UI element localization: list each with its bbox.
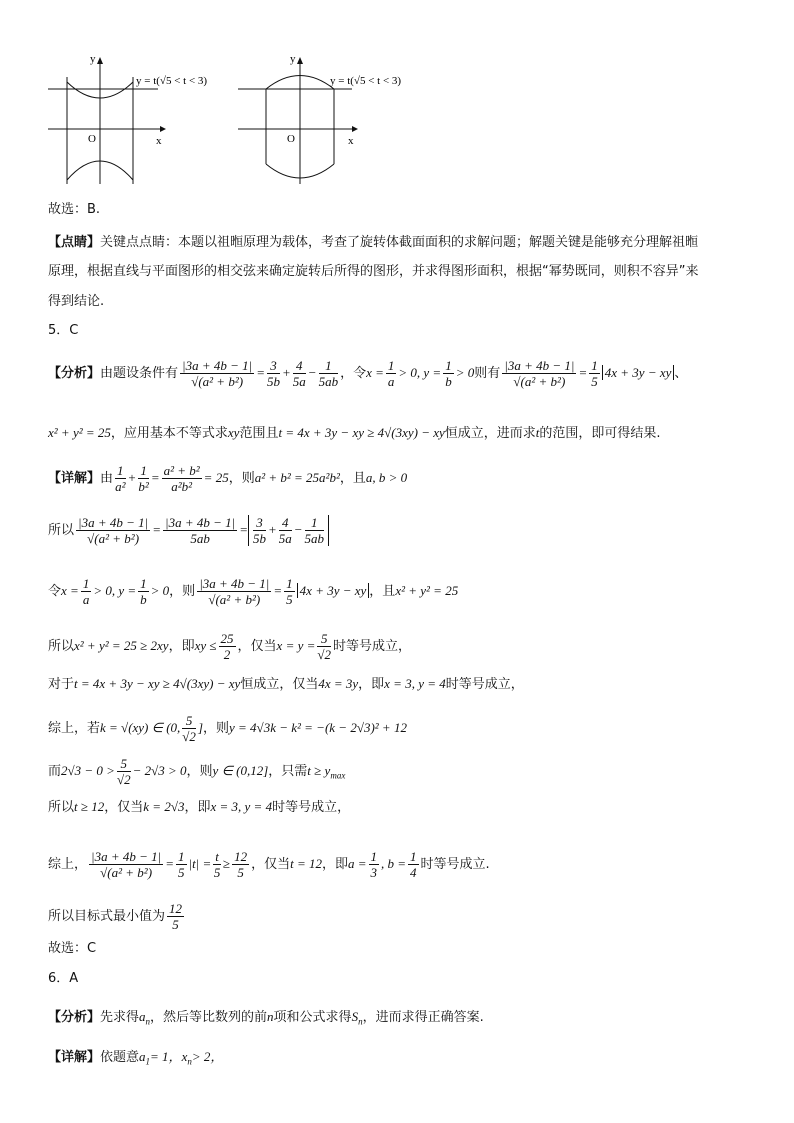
y-label-left: y (90, 53, 96, 65)
q5-detail-line-9: 综上， $\frac{|3a + 4b - 1|}{\text{√(a² + b²)}}$ = $\frac{1}{5}$ |t| = $\frac{t}{5}$ ≥ $\frac{12}{5}$ ，仅当t = 12，即a = $\frac{1}{3}$ , b = $\frac{1}{4}$ 时等号成立. (48, 849, 490, 880)
figure-right (230, 52, 440, 192)
x-label-left: x (156, 135, 162, 147)
q4-answer: 故选：B. (48, 202, 101, 217)
q5-detail-line-3: 令x = $\frac{1}{a}$ > 0, y = $\frac{1}{b}$ > 0，则 $\frac{|3a + 4b - 1|}{\text{√(a² + b²)}}$ = $\frac{1}{5}$ 4x + 3y − xy ，且x² + y² = 25 (48, 576, 459, 607)
origin-label-right: O (287, 133, 295, 145)
q5-answer: 故选：C (48, 941, 97, 956)
q5-detail-line-7: 而2√3 − 0 > $\frac{5}{√2}$ − 2√3 > 0，则y ∈ (0,12]，只需$t \ge y_{max}$ (48, 756, 346, 787)
q4-comment-line-3: 得到结论. (48, 294, 105, 309)
q5-detail-line-8: 所以t ≥ 12，仅当k = 2√3，即x = 3, y = 4时等号成立， (48, 799, 351, 815)
y-label-right: y (290, 53, 296, 65)
q6-heading: 6．A (48, 971, 79, 986)
q5-detail-line-10: 所以目标式最小值为 $\frac{12}{5}$ (48, 901, 183, 932)
q5-detail-line-1: 【详解】由 $\frac{1}{\text{a²}}$ + $\frac{1}{\text{b²}}$ = $\frac{\text{a² + b²}}{\text{a²b²}}$ = 25，则a² + b² = 25a²b²，且a, b > 0 (48, 463, 408, 494)
q5-detail-line-4: 所以x² + y² = 25 ≥ 2xy，即xy ≤ $\frac{25}{2}$ ，仅当x = y = $\frac{5}{√2}$ 时等号成立， (48, 631, 412, 662)
line-label-left: y = t(√5 < t < 3) (136, 75, 208, 87)
line-label-right: y = t(√5 < t < 3) (330, 75, 402, 87)
q5-analysis-line-1: 【分析】由题设条件有 $\frac{|3a + 4b - 1|}{\text{√(a² + b²)}}$ = $\frac{3}{5b}$ + $\frac{4}{5a}$ − $\frac{1}{5ab}$ ，令x = $\frac{1}{a}$ > 0, y = $\frac{1}{b}$ > 0则有 $\frac{|3a + 4b - 1|}{\text{√(a² + b²)}}$ = $\frac{1}{5}$ 4x + 3y − xy 、 (48, 358, 688, 389)
q5-detail-line-5: 对于t = 4x + 3y − xy ≥ 4√(3xy) − xy恒成立，仅当4x = 3y，即x = 3, y = 4时等号成立， (48, 676, 524, 692)
q5-analysis-line-2: x² + y² = 25，应用基本不等式求xy范围且t = 4x + 3y − xy ≥ 4√(3xy) − xy恒成立，进而求t的范围，即可得结果. (48, 425, 661, 441)
q5-heading: 5．C (48, 323, 79, 338)
origin-label-left: O (88, 133, 96, 145)
x-label-right: x (348, 135, 354, 147)
q5-detail-line-6: 综上，若k = √(xy) ∈ (0, $\frac{5}{√2}$ ]，则y = 4√3k − k² = −(k − 2√3)² + 12 (48, 713, 407, 744)
figure-left (40, 52, 240, 192)
q5-detail-line-2: 所以 $\frac{|3a + 4b - 1|}{\text{√(a² + b²)}}$ = $\frac{|3a + 4b - 1|}{5ab}$ = $\frac{3}{5b}$ + $\frac{4}{5a}$ − $\frac{1}{5ab}$ (48, 515, 329, 546)
q4-comment-line-2: 原理，根据直线与平面图形的相交弦来确定旋转后所得的图形，并求得图形面积，根据“幂势既同，则积不容异”来 (48, 264, 699, 279)
q4-comment-line-1: 【点睛】关键点点睛：本题以祖暅原理为载体，考查了旋转体截面面积的求解问题；解题关键是能够充分理解祖暅 (48, 235, 699, 250)
q6-analysis-line: 【分析】先求得$a_n$，然后等比数列的前n项和公式求得$S_n$，进而求得正确答案. (48, 1009, 484, 1027)
q6-detail-line-1: 【详解】依题意$a_1= 1$，$x_n> 2$， (48, 1049, 224, 1067)
